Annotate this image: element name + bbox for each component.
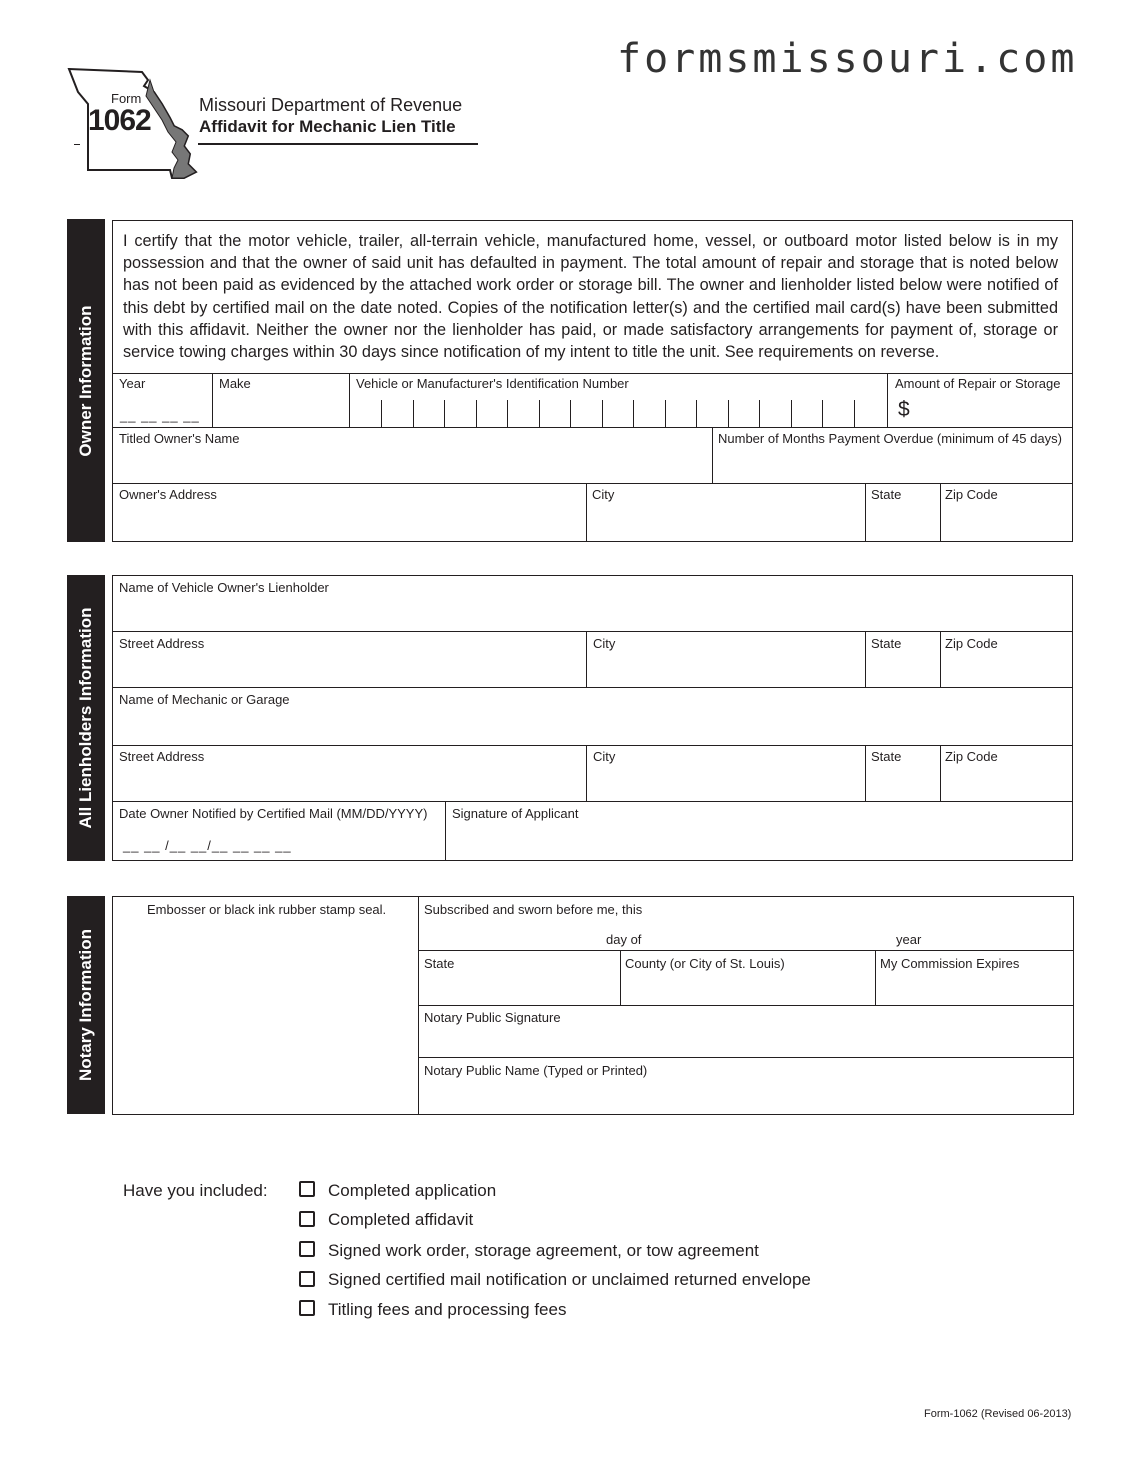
sworn-year-field[interactable] [930, 926, 1070, 948]
seal-area[interactable] [114, 922, 416, 1112]
owner-zip-label: Zip Code [945, 487, 998, 502]
lienholder-street-label: Street Address [119, 636, 205, 651]
form-title: Affidavit for Mechanic Lien Title [199, 117, 456, 136]
commission-expires-label: My Commission Expires [880, 956, 1020, 971]
checklist-item: Signed work order, storage agreement, or tow agreement [328, 1241, 759, 1260]
owner-section-title: Owner Information [76, 304, 95, 457]
owner-city-field[interactable] [588, 504, 863, 540]
certification-text: I certify that the motor vehicle, trailer, all-terrain vehicle, manufactured home, vessel, or outboard motor listed below is in my possession and that the owner of said unit has defaulted in payment. The total amount of repair and storage that is noted below has not been paid as evidenced by the attached work order or storage bill. The owner and lienholder listed below were notified of this debt by certified mail on the date noted. Copies of the notification letter(s) and the certified mail card(s) have been submitted with this affidavit. Neither the owner nor the lienholder has paid, or made satisfactory arrangements for payment of, storage or service towing charges within 30 days since notification of my intent to title the unit. See requirements on reverse. [123, 232, 1058, 362]
year-field[interactable]: __ __ __ __ [120, 408, 200, 423]
dollar-sign: $ [898, 398, 910, 421]
notary-state-field[interactable] [420, 973, 618, 1003]
checkbox-titling-fees[interactable] [299, 1300, 315, 1316]
vin-character-boxes[interactable] [350, 397, 887, 428]
form-word: Form [111, 91, 142, 106]
date-notified-label: Date Owner Notified by Certified Mail (MM/DD/YYYY) [119, 806, 428, 821]
lienholder-zip-label: Zip Code [945, 636, 998, 651]
checklist-item: Completed affidavit [328, 1210, 474, 1229]
notary-county-field[interactable] [622, 973, 873, 1003]
lienholder-name-field[interactable] [114, 597, 1071, 629]
logo-tick [74, 144, 80, 145]
checklist-item: Titling fees and processing fees [328, 1300, 567, 1319]
sworn-day-field[interactable] [420, 926, 600, 948]
notary-name-label: Notary Public Name (Typed or Printed) [424, 1063, 648, 1078]
lienholders-section-sidebar [67, 575, 105, 861]
checkbox-completed-application[interactable] [299, 1181, 315, 1197]
notary-signature-field[interactable] [420, 1027, 1072, 1055]
lienholder-city-field[interactable] [588, 653, 863, 685]
commission-expires-field[interactable] [877, 973, 1072, 1003]
lienholder-state-field[interactable] [867, 653, 938, 685]
checklist-prompt: Have you included: [123, 1181, 268, 1200]
make-label: Make [219, 376, 251, 391]
owner-state-label: State [871, 487, 902, 502]
months-overdue-field[interactable] [714, 448, 1071, 481]
owner-address-field[interactable] [114, 504, 584, 540]
sworn-label: Subscribed and sworn before me, this [424, 902, 643, 917]
notary-section-title: Notary Information [76, 928, 95, 1082]
owner-city-label: City [592, 487, 615, 502]
owner-state-field[interactable] [867, 504, 938, 540]
months-overdue-label: Number of Months Payment Overdue (minimum of 45 days) [718, 431, 1062, 446]
form-number: 1062 [88, 104, 151, 137]
checklist-item: Completed application [328, 1181, 497, 1200]
title-underline [198, 143, 478, 145]
day-of-label: day of [606, 932, 642, 947]
lienholder-name-label: Name of Vehicle Owner's Lienholder [119, 580, 329, 595]
mechanic-name-field[interactable] [114, 709, 1071, 743]
applicant-signature-label: Signature of Applicant [452, 806, 579, 821]
notary-name-field[interactable] [420, 1080, 1072, 1113]
mechanic-street-field[interactable] [114, 766, 584, 799]
form-revision: Form-1062 (Revised 06-2013) [924, 1408, 1072, 1420]
checkbox-completed-affidavit[interactable] [299, 1211, 315, 1227]
notary-signature-label: Notary Public Signature [424, 1010, 561, 1025]
date-notified-field[interactable]: __ __ /__ __/__ __ __ __ [123, 838, 292, 853]
notary-state-label: State [424, 956, 455, 971]
owner-section-sidebar [67, 219, 105, 542]
owner-address-label: Owner's Address [119, 487, 217, 502]
lienholders-section-title: All Lienholders Information [76, 607, 95, 829]
site-watermark: formsmissouri.com [617, 36, 1078, 82]
department-name: Missouri Department of Revenue [199, 95, 463, 115]
checklist-item: Signed certified mail notification or unclaimed returned envelope [328, 1270, 811, 1289]
year-label: Year [119, 376, 146, 391]
seal-label: Embosser or black ink rubber stamp seal. [147, 902, 387, 917]
checkbox-signed-work-order[interactable] [299, 1241, 315, 1257]
vin-label: Vehicle or Manufacturer's Identification Number [356, 376, 629, 391]
mechanic-name-label: Name of Mechanic or Garage [119, 692, 290, 707]
lienholder-state-label: State [871, 636, 902, 651]
owner-zip-field[interactable] [942, 504, 1071, 540]
amount-field[interactable] [916, 395, 1066, 425]
mechanic-city-field[interactable] [588, 766, 863, 799]
amount-label: Amount of Repair or Storage [895, 376, 1061, 391]
notary-section-sidebar [67, 896, 105, 1114]
mechanic-zip-label: Zip Code [945, 749, 998, 764]
mechanic-street-label: Street Address [119, 749, 205, 764]
owner-name-label: Titled Owner's Name [119, 431, 240, 446]
owner-name-field[interactable] [114, 448, 710, 481]
checkbox-certified-mail[interactable] [299, 1271, 315, 1287]
lienholder-street-field[interactable] [114, 653, 584, 685]
year-label-notary: year [896, 932, 922, 947]
lienholder-city-label: City [593, 636, 616, 651]
sworn-month-field[interactable] [650, 926, 890, 948]
mechanic-state-label: State [871, 749, 902, 764]
applicant-signature-field[interactable] [447, 823, 1071, 859]
make-field[interactable] [213, 392, 348, 426]
mechanic-state-field[interactable] [867, 766, 938, 799]
lienholder-zip-field[interactable] [942, 653, 1071, 685]
notary-county-label: County (or City of St. Louis) [625, 956, 785, 971]
mechanic-zip-field[interactable] [942, 766, 1071, 799]
mechanic-city-label: City [593, 749, 616, 764]
